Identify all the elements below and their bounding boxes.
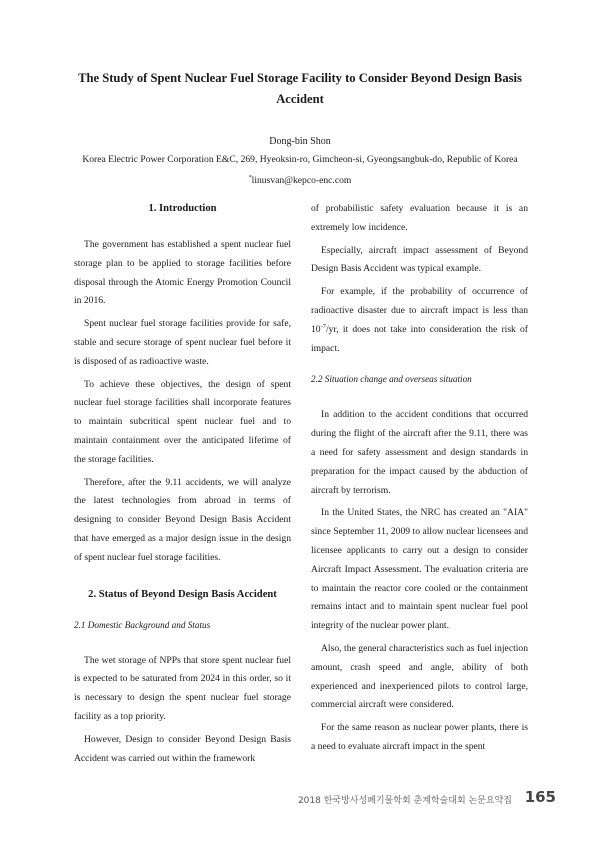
left-column: [74, 200, 291, 768]
author-name: Dong-bin Shon: [269, 136, 331, 147]
paragraph: In the United States, the NRC has created an "AIA" since September 11, 2009 to allow nuclear licensees and licensee applicants to carry out a design to consider Aircraft Impact Assessment. The evaluation criteria are to maintain the reactor core cooled or the containment remains intact and to maintain spent nuclear fuel pool integrity of the nuclear power plant.: [311, 507, 528, 632]
footer-proceedings-title: 2018 한국방사성폐기물학회 춘계학술대회 논문요약집: [297, 796, 512, 806]
paragraph: Also, the general characteristics such as fuel injection amount, crash speed and angle, ability of both experienced and inexperienced pilots to control large, commercial aircraft were considered.: [311, 642, 528, 711]
page-number: 165: [524, 788, 556, 806]
exponent: -7: [320, 322, 327, 330]
paragraph: Spent nuclear fuel storage facilities provide for safe, stable and secure storage of spent nuclear fuel before it is disposed of as radioactive waste.: [74, 318, 291, 367]
paragraph: [311, 283, 528, 358]
paragraph: The government has established a spent nuclear fuel storage plan to be applied to storage facilities before disposal through the Atomic Energy Promotion Council in 2016.: [74, 239, 291, 307]
paragraph: of probabilistic safety evaluation because it is an extremely low incidence.: [311, 203, 528, 233]
section-heading-status: 2. Status of Beyond Design Basis Accident: [88, 588, 277, 600]
subsection-heading-situation: 2.2 Situation change and overseas situation: [311, 374, 472, 385]
paragraph: In addition to the accident conditions that occurred during the flight of the aircraft after the 9.11, there was a need for safety assessment and design standards in preparation for the impact caused by the abduction of aircraft by terrorism.: [311, 409, 528, 496]
paragraph: The wet storage of NPPs that store spent nuclear fuel is expected to be saturated from 2024 in this order, so it is necessary to design the spent nuclear fuel storage facility as a top priority.: [74, 654, 291, 722]
paragraph: Therefore, after the 9.11 accidents, we will analyze the latest technologies from abroad in terms of designing to consider Beyond Design Basis Accident that have emerged as a major design issue in the design of spent nuclear fuel storage facilities.: [74, 476, 291, 563]
paragraph-text: /yr, it does not take into consideration the risk of impact.: [311, 323, 528, 354]
paper-title: The Study of Spent Nuclear Fuel Storage Facility to Consider Beyond Design Basis Accident: [78, 71, 522, 106]
author-email-line: [0, 170, 600, 189]
paragraph: To achieve these objectives, the design of spent nuclear fuel storage facilities shall incorporate features to maintain subcritical spent nuclear fuel and to maintain containment over the anticipated lifetime of the storage facilities.: [74, 378, 291, 465]
paragraph: However, Design to consider Beyond Design Basis Accident was carried out within the framework: [74, 733, 291, 764]
author-affiliation: Korea Electric Power Corporation E&C, 269, Hyeoksin-ro, Gimcheon-si, Gyeongsangbuk-do, Republic of Korea: [82, 154, 518, 165]
paragraph-text: For example, if the probability of occurrence of radioactive disaster due to aircraft impact is less than 10: [311, 286, 528, 335]
corresponding-mark: *: [248, 175, 252, 181]
subsection-heading-domestic: 2.1 Domestic Background and Status: [74, 619, 211, 630]
right-column: [311, 200, 528, 757]
paragraph: Especially, aircraft impact assessment of Beyond Design Basis Accident was typical example.: [311, 244, 528, 275]
section-heading-introduction: 1. Introduction: [148, 203, 217, 214]
paragraph: For the same reason as nuclear power plants, there is a need to evaluate aircraft impact in the spent: [311, 722, 528, 752]
page-footer: [297, 788, 570, 810]
author-email: linusvan@kepco-enc.com: [251, 175, 352, 186]
